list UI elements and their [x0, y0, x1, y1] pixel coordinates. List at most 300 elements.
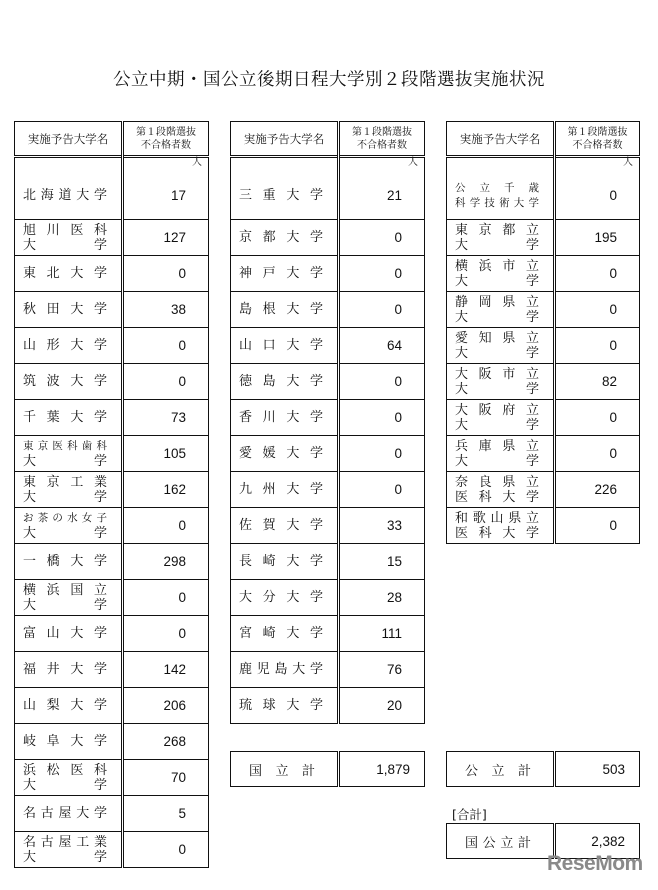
university-name — [15, 157, 123, 220]
name-line-2: 大 学 — [455, 417, 539, 433]
rejected-count — [123, 364, 209, 400]
university-name-text — [455, 295, 539, 325]
university-name — [15, 328, 123, 364]
rejected-count — [123, 400, 209, 436]
university-name-text — [23, 439, 107, 469]
table-row — [231, 580, 425, 616]
table-row — [447, 472, 640, 508]
rejected-count — [339, 652, 425, 688]
page-title: 公立中期・国公立後期日程大学別２段階選抜実施状況 — [113, 70, 545, 90]
university-name-text — [239, 482, 323, 497]
university-name — [447, 328, 555, 364]
name-line-1: 北海道大学 — [23, 188, 107, 203]
header-line1: 第１段階選抜 — [567, 126, 628, 138]
university-name-text — [455, 181, 539, 211]
university-name-text — [23, 763, 107, 793]
name-line-1: 大 分 大 学 — [239, 590, 323, 605]
grand-total-value: 2,382 — [555, 824, 640, 859]
rejected-count — [339, 292, 425, 328]
university-name — [15, 364, 123, 400]
university-name — [447, 364, 555, 400]
count-value: 64 — [386, 338, 402, 353]
rejected-count — [555, 436, 640, 472]
name-line-1: 横 浜 国 立 — [23, 582, 107, 598]
university-name — [231, 157, 339, 220]
table-row — [231, 616, 425, 652]
rejected-count — [123, 220, 209, 256]
count-value: 0 — [394, 482, 402, 497]
name-line-2: 大 学 — [455, 381, 539, 397]
table-row — [15, 436, 209, 472]
table-row — [447, 436, 640, 472]
count-value: 0 — [178, 626, 186, 641]
university-name — [15, 256, 123, 292]
name-line-1: 鹿児島大学 — [239, 662, 323, 677]
university-name-text — [455, 367, 539, 397]
university-name — [231, 616, 339, 652]
university-name-text — [23, 475, 107, 505]
header-line1: 第１段階選抜 — [352, 126, 412, 138]
name-line-1: 兵 庫 県 立 — [455, 438, 539, 454]
name-line-1: 長 崎 大 学 — [239, 554, 323, 569]
table-row — [447, 400, 640, 436]
count-value: 0 — [178, 518, 186, 533]
university-name-text — [239, 662, 323, 677]
university-name-text — [23, 806, 107, 821]
rejected-count — [123, 724, 209, 760]
unit-label: 人 — [623, 157, 633, 168]
table-row — [447, 256, 640, 292]
university-name-text — [455, 223, 539, 253]
university-name-text — [239, 554, 323, 569]
university-name — [15, 652, 123, 688]
header-university-name: 実施予告大学名 — [231, 122, 339, 157]
count-value: 0 — [609, 338, 617, 353]
table-row — [231, 472, 425, 508]
rejected-count — [123, 256, 209, 292]
name-line-1: 奈 良 県 立 — [455, 474, 539, 490]
count-value: 268 — [163, 734, 186, 749]
table-row — [15, 328, 209, 364]
name-line-1: 三 重 大 学 — [239, 188, 323, 203]
university-name-text — [23, 511, 107, 541]
rejected-count — [123, 157, 209, 220]
university-name — [231, 400, 339, 436]
table-row — [15, 292, 209, 328]
count-value: 105 — [163, 446, 186, 461]
university-name — [231, 292, 339, 328]
count-value: 76 — [386, 662, 402, 677]
count-value: 0 — [609, 518, 617, 533]
national-total-value: 1,879 — [339, 752, 425, 787]
name-line-1: お茶の水女子 — [23, 511, 107, 524]
university-name — [447, 436, 555, 472]
count-value: 0 — [394, 410, 402, 425]
university-name — [447, 472, 555, 508]
rejected-count — [123, 832, 209, 868]
university-name — [231, 472, 339, 508]
count-value: 0 — [178, 842, 186, 857]
university-name-text — [239, 230, 323, 245]
table-row — [447, 157, 640, 220]
name-line-1: 秋 田 大 学 — [23, 302, 107, 317]
name-line-1: 岐 阜 大 学 — [23, 734, 107, 749]
count-value: 17 — [170, 188, 186, 203]
name-line-2: 大 学 — [455, 345, 539, 361]
public-total-value: 503 — [555, 752, 640, 787]
university-name-text — [239, 410, 323, 425]
university-name-text — [23, 223, 107, 253]
count-value: 0 — [178, 590, 186, 605]
count-value: 28 — [386, 590, 402, 605]
name-line-1: 浜 松 医 科 — [23, 762, 107, 778]
count-value: 0 — [609, 446, 617, 461]
grand-total-label: 国公立計 — [447, 824, 555, 859]
name-line-1: 福 井 大 学 — [23, 662, 107, 677]
name-line-2: 大 学 — [455, 237, 539, 253]
university-name — [447, 157, 555, 220]
count-value: 142 — [163, 662, 186, 677]
rejected-count — [339, 544, 425, 580]
university-name — [447, 256, 555, 292]
university-name-text — [23, 188, 107, 203]
university-name-text — [23, 302, 107, 317]
university-name-text — [455, 403, 539, 433]
rejected-count — [123, 652, 209, 688]
university-name-text — [239, 338, 323, 353]
rejected-count — [555, 157, 640, 220]
resemom-logo: ReseMom — [547, 852, 643, 875]
public-total-label: 公 立 計 — [447, 752, 555, 787]
university-name — [231, 256, 339, 292]
university-name — [15, 436, 123, 472]
university-name-text — [239, 188, 323, 203]
rejected-count — [339, 616, 425, 652]
university-name-text — [239, 590, 323, 605]
university-name — [15, 580, 123, 616]
count-value: 127 — [163, 230, 186, 245]
count-value: 0 — [394, 446, 402, 461]
university-name-text — [455, 511, 539, 541]
count-value: 33 — [386, 518, 402, 533]
unit-label: 人 — [408, 157, 418, 168]
table-row — [231, 292, 425, 328]
name-line-1: 東京医科歯科 — [23, 439, 107, 452]
name-line-2: 大 学 — [23, 849, 107, 865]
national-total-label: 国 立 計 — [231, 752, 339, 787]
name-line-1: 徳 島 大 学 — [239, 374, 323, 389]
table-row — [447, 364, 640, 400]
header-line2: 不合格者数 — [141, 139, 191, 151]
university-name — [231, 508, 339, 544]
table-row — [15, 616, 209, 652]
public-total-box — [446, 751, 640, 787]
table-row — [15, 724, 209, 760]
university-name-text — [23, 662, 107, 677]
name-line-2: 大 学 — [23, 453, 107, 469]
count-value: 0 — [609, 302, 617, 317]
university-name — [231, 364, 339, 400]
table-row — [15, 580, 209, 616]
university-name-text — [23, 734, 107, 749]
name-line-2: 大 学 — [23, 777, 107, 793]
table-row — [231, 688, 425, 724]
name-line-1: 愛 媛 大 学 — [239, 446, 323, 461]
name-line-2: 大 学 — [455, 309, 539, 325]
count-value: 70 — [170, 770, 186, 785]
name-line-1: 大 阪 市 立 — [455, 366, 539, 382]
name-line-1: 東 北 大 学 — [23, 266, 107, 281]
university-name — [231, 220, 339, 256]
university-name-text — [239, 302, 323, 317]
count-value: 38 — [170, 302, 186, 317]
name-line-2: 医 科 大 学 — [455, 525, 539, 541]
name-line-1: 琉 球 大 学 — [239, 698, 323, 713]
rejected-count — [123, 616, 209, 652]
name-line-1: 旭 川 医 科 — [23, 222, 107, 238]
university-name — [15, 832, 123, 868]
count-value: 0 — [609, 188, 617, 203]
university-name — [15, 472, 123, 508]
rejected-count — [555, 364, 640, 400]
count-value: 0 — [394, 266, 402, 281]
table-row — [447, 292, 640, 328]
name-line-1: 静 岡 県 立 — [455, 294, 539, 310]
university-name — [447, 292, 555, 328]
name-line-1: 山 梨 大 学 — [23, 698, 107, 713]
rejected-count — [123, 580, 209, 616]
name-line-1: 九 州 大 学 — [239, 482, 323, 497]
university-name — [231, 544, 339, 580]
rejected-count — [339, 400, 425, 436]
table-row — [15, 832, 209, 868]
table-row — [15, 760, 209, 796]
university-name-text — [239, 266, 323, 281]
table-row — [15, 796, 209, 832]
rejected-count — [123, 544, 209, 580]
grand-total-heading: [合計] — [452, 807, 487, 822]
count-value: 15 — [386, 554, 402, 569]
count-value: 162 — [163, 482, 186, 497]
name-line-1: 山 形 大 学 — [23, 338, 107, 353]
university-name-text — [23, 554, 107, 569]
name-line-1: 横 浜 市 立 — [455, 258, 539, 274]
table-row — [231, 652, 425, 688]
rejected-count — [555, 400, 640, 436]
rejected-count — [339, 508, 425, 544]
name-line-1: 宮 崎 大 学 — [239, 626, 323, 641]
name-line-2: 大 学 — [455, 453, 539, 469]
table-row — [231, 508, 425, 544]
university-name — [447, 400, 555, 436]
university-name — [15, 508, 123, 544]
rejected-count — [339, 157, 425, 220]
name-line-1: 名古屋大学 — [23, 806, 107, 821]
university-name — [15, 796, 123, 832]
count-value: 111 — [381, 626, 402, 641]
count-value: 0 — [394, 230, 402, 245]
name-line-1: 筑 波 大 学 — [23, 374, 107, 389]
university-name — [447, 220, 555, 256]
name-line-2: 大 学 — [455, 273, 539, 289]
table-row — [15, 652, 209, 688]
name-line-1: 和歌山県立 — [455, 510, 539, 526]
university-name — [15, 292, 123, 328]
table-national-2 — [230, 121, 425, 724]
rejected-count — [123, 508, 209, 544]
university-name — [231, 328, 339, 364]
table-row — [231, 157, 425, 220]
header-line2: 不合格者数 — [572, 139, 623, 151]
university-name-text — [23, 698, 107, 713]
rejected-count — [123, 472, 209, 508]
header-rejected-count — [123, 122, 209, 157]
header-rejected-count — [339, 122, 425, 157]
count-value: 21 — [386, 188, 402, 203]
rejected-count — [123, 688, 209, 724]
university-name-text — [455, 475, 539, 505]
university-name-text — [239, 698, 323, 713]
count-value: 73 — [170, 410, 186, 425]
name-line-1: 香 川 大 学 — [239, 410, 323, 425]
university-name — [15, 616, 123, 652]
university-name — [231, 652, 339, 688]
table-row — [231, 544, 425, 580]
count-value: 20 — [386, 698, 402, 713]
header-university-name: 実施予告大学名 — [15, 122, 123, 157]
table-row — [231, 256, 425, 292]
university-name-text — [23, 626, 107, 641]
name-line-1: 千 葉 大 学 — [23, 410, 107, 425]
table-row — [447, 220, 640, 256]
name-line-1: 愛 知 県 立 — [455, 330, 539, 346]
header-line1: 第１段階選抜 — [136, 126, 196, 138]
rejected-count — [555, 256, 640, 292]
name-line-1: 公 立 千 歳 — [455, 181, 539, 194]
name-line-1: 山 口 大 学 — [239, 338, 323, 353]
count-value: 5 — [178, 806, 186, 821]
university-name-text — [239, 626, 323, 641]
rejected-count — [555, 472, 640, 508]
name-line-1: 一 橋 大 学 — [23, 554, 107, 569]
name-line-1: 島 根 大 学 — [239, 302, 323, 317]
table-row — [15, 508, 209, 544]
university-name-text — [23, 410, 107, 425]
count-value: 0 — [178, 338, 186, 353]
table-national-1 — [14, 121, 209, 868]
university-name — [15, 220, 123, 256]
university-name — [231, 688, 339, 724]
name-line-1: 神 戸 大 学 — [239, 266, 323, 281]
count-value: 206 — [163, 698, 186, 713]
count-value: 0 — [178, 374, 186, 389]
name-line-1: 大 阪 府 立 — [455, 402, 539, 418]
name-line-1: 佐 賀 大 学 — [239, 518, 323, 533]
table-row — [15, 400, 209, 436]
rejected-count — [555, 328, 640, 364]
unit-label: 人 — [192, 157, 202, 168]
name-line-2: 大 学 — [23, 237, 107, 253]
table-row — [447, 328, 640, 364]
count-value: 298 — [163, 554, 186, 569]
university-name — [15, 724, 123, 760]
count-value: 0 — [609, 410, 617, 425]
university-name-text — [23, 583, 107, 613]
university-name-text — [455, 331, 539, 361]
count-value: 0 — [394, 302, 402, 317]
name-line-1: 東 京 都 立 — [455, 222, 539, 238]
rejected-count — [123, 436, 209, 472]
header-university-name: 実施予告大学名 — [447, 122, 555, 157]
rejected-count — [123, 796, 209, 832]
university-name-text — [455, 259, 539, 289]
university-name-text — [239, 374, 323, 389]
rejected-count — [339, 220, 425, 256]
rejected-count — [339, 436, 425, 472]
header-line2: 不合格者数 — [357, 139, 407, 151]
university-name-text — [23, 266, 107, 281]
university-name-text — [239, 446, 323, 461]
university-name-text — [23, 835, 107, 865]
name-line-1: 名古屋工業 — [23, 834, 107, 850]
table-row — [447, 508, 640, 544]
count-value: 226 — [594, 482, 617, 497]
table-row — [231, 364, 425, 400]
university-name-text — [455, 439, 539, 469]
rejected-count — [339, 688, 425, 724]
university-name-text — [239, 518, 323, 533]
rejected-count — [123, 760, 209, 796]
table-public — [446, 121, 640, 544]
count-value: 195 — [594, 230, 617, 245]
header-rejected-count — [555, 122, 640, 157]
table-row — [15, 220, 209, 256]
university-name — [231, 580, 339, 616]
rejected-count — [555, 220, 640, 256]
table-row — [15, 688, 209, 724]
university-name — [15, 544, 123, 580]
university-name — [447, 508, 555, 544]
count-value: 0 — [178, 266, 186, 281]
rejected-count — [339, 328, 425, 364]
name-line-1: 富 山 大 学 — [23, 626, 107, 641]
count-value: 82 — [601, 374, 617, 389]
table-row — [15, 256, 209, 292]
rejected-count — [339, 580, 425, 616]
university-name — [15, 760, 123, 796]
name-line-1: 東 京 工 業 — [23, 474, 107, 490]
name-line-1: 京 都 大 学 — [239, 230, 323, 245]
table-row — [15, 157, 209, 220]
name-line-2: 大 学 — [23, 525, 107, 541]
university-name — [15, 400, 123, 436]
rejected-count — [339, 256, 425, 292]
rejected-count — [339, 472, 425, 508]
university-name-text — [23, 338, 107, 353]
rejected-count — [339, 364, 425, 400]
count-value: 0 — [394, 374, 402, 389]
table-row — [15, 472, 209, 508]
rejected-count — [555, 508, 640, 544]
table-row — [231, 400, 425, 436]
name-line-2: 医 科 大 学 — [455, 489, 539, 505]
table-row — [231, 328, 425, 364]
national-total-box — [230, 751, 425, 787]
table-row — [231, 436, 425, 472]
table-row — [231, 220, 425, 256]
count-value: 0 — [609, 266, 617, 281]
name-line-2: 科学技術大学 — [455, 196, 539, 209]
